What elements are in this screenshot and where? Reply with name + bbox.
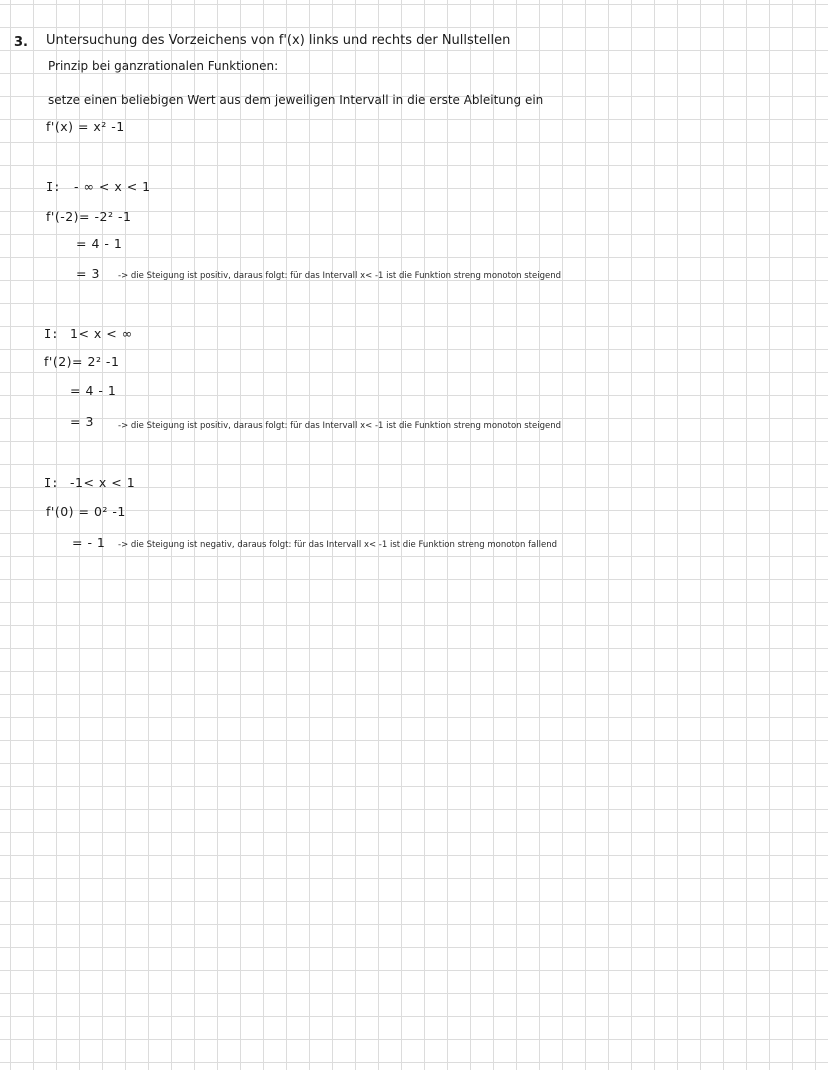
- interval2-range: 1< x < ∞: [70, 326, 133, 341]
- interval1-result: = 3: [76, 266, 100, 281]
- interval2-conclusion: -> die Steigung ist positiv, daraus folgt: für das Intervall x< -1 ist die Funktion streng monoton steigend: [118, 421, 561, 431]
- section-heading: Untersuchung des Vorzeichens von f'(x) links und rechts der Nullstellen: [46, 33, 511, 48]
- interval1-label: I:: [46, 180, 61, 194]
- interval1-calc-line2: = 4 - 1: [76, 236, 123, 251]
- interval1-calc-line1: f'(-2)= -2² -1: [46, 209, 132, 224]
- interval1-range: - ∞ < x < 1: [74, 179, 151, 194]
- interval3-label: I:: [44, 476, 59, 490]
- interval3-calc-line1: f'(0) = 0² -1: [46, 504, 126, 519]
- principle-line: Prinzip bei ganzrationalen Funktionen:: [48, 59, 279, 73]
- instruction-line: setze einen beliebigen Wert aus dem jeweiligen Intervall in die erste Ableitung ein: [48, 93, 544, 107]
- interval3-range: -1< x < 1: [70, 475, 136, 490]
- derivative-formula: f'(x) = x² -1: [46, 119, 125, 134]
- interval2-result: = 3: [70, 414, 94, 429]
- interval2-calc-line1: f'(2)= 2² -1: [44, 354, 120, 369]
- section-number: 3.: [14, 35, 28, 50]
- interval2-calc-line2: = 4 - 1: [70, 383, 117, 398]
- interval1-conclusion: -> die Steigung ist positiv, daraus folgt: für das Intervall x< -1 ist die Funktion streng monoton steigend: [118, 271, 561, 281]
- interval2-label: I:: [44, 327, 59, 341]
- interval3-conclusion: -> die Steigung ist negativ, daraus folgt: für das Intervall x< -1 ist die Funktion streng monoton fallend: [118, 540, 557, 550]
- interval3-result: = - 1: [72, 535, 106, 550]
